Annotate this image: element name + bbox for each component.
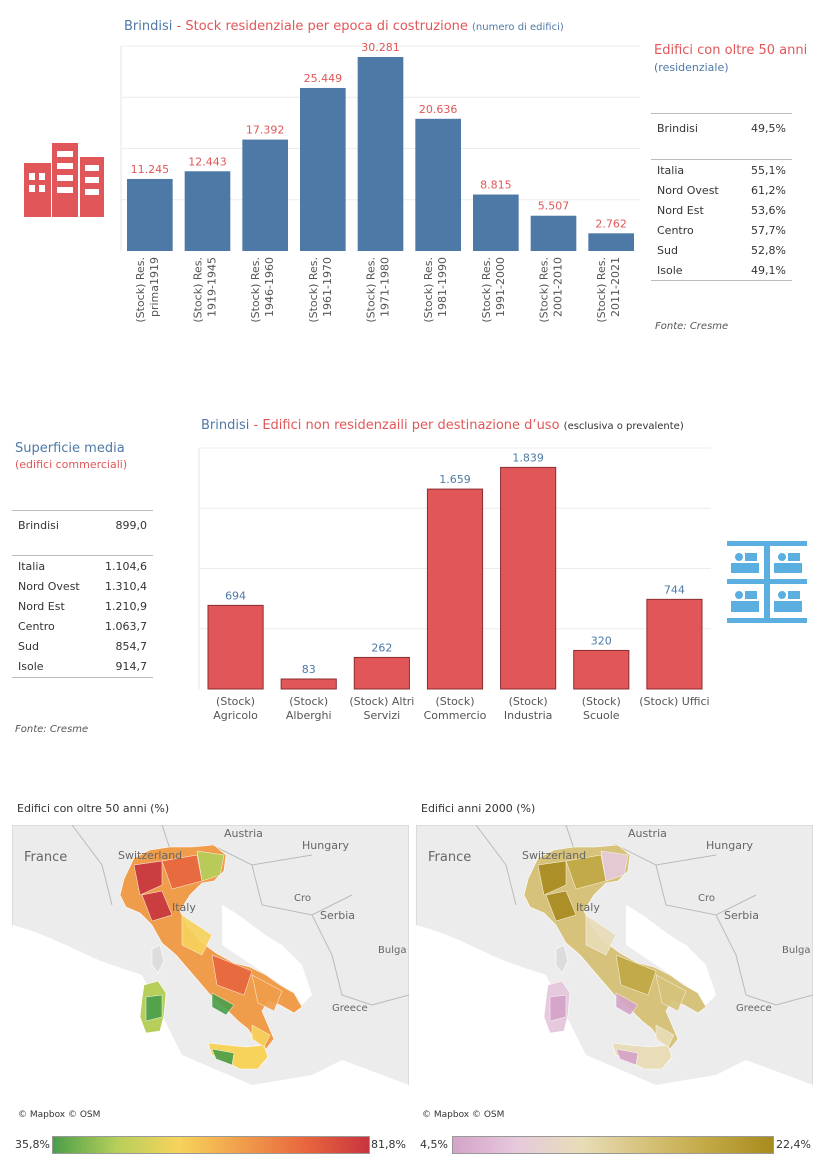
chart1-bar[interactable] <box>415 119 461 251</box>
side1-divider-top <box>651 113 792 114</box>
chart1-category-label: (Stock) Res. <box>364 257 378 323</box>
chart1-value-label: 12.443 <box>188 155 227 169</box>
chart2-title: Brindisi - Edifici non residenzaili per destinazione d’uso (esclusiva o prevalente) <box>201 418 684 433</box>
map2-country-label-austria: Austria <box>628 827 667 840</box>
chart2-category-label: (Stock) Altri <box>349 695 415 708</box>
map2-province[interactable] <box>550 995 566 1021</box>
chart1-bar[interactable] <box>127 179 173 251</box>
chart2-category-label: Alberghi <box>285 709 332 722</box>
chart1-title-place: Brindisi <box>124 19 173 34</box>
chart1-category-label: (Stock) Res. <box>479 257 493 323</box>
side2-row-value: 1.104,6 <box>105 559 147 573</box>
side1-row-name: Nord Est <box>657 203 704 217</box>
map1-country-label-serbia: Serbia <box>320 909 356 922</box>
map1-country-label-italy: Italy <box>172 901 196 914</box>
chart1-category-label: (Stock) Res. <box>595 257 609 323</box>
chart1-category-label: (Stock) Res. <box>422 257 436 323</box>
chart1-category-label: prima1919 <box>147 257 161 318</box>
map1-legend-gradient <box>52 1136 370 1154</box>
chart1-value-label: 8.815 <box>480 178 512 192</box>
side2-row <box>12 576 153 596</box>
chart2-category-label: Scuole <box>583 709 620 722</box>
map1-country-label-greece: Greece <box>332 1003 368 1014</box>
map1-province[interactable] <box>146 995 162 1021</box>
side2-source: Fonte: Cresme <box>15 724 89 735</box>
chart2-bar[interactable] <box>501 467 556 689</box>
side1-row-value: 53,6% <box>751 203 786 217</box>
side1-row-name: Italia <box>657 163 685 177</box>
map1-country-label-switzerland: Switzerland <box>118 849 183 862</box>
map2-country-label-croatia: Cro <box>698 893 715 904</box>
chart1-category-label: (Stock) Res. <box>191 257 205 323</box>
side2-main-value: 899,0 <box>115 518 147 532</box>
map2-credit: © Mapbox © OSM <box>422 1110 505 1120</box>
map2-title: Edifici anni 2000 (%) <box>421 802 536 815</box>
side1-row-name: Nord Ovest <box>657 183 719 197</box>
side2-row-value: 914,7 <box>115 659 147 673</box>
side1-main-table <box>651 118 792 138</box>
chart1-category-label: 1981-1990 <box>436 257 450 317</box>
map2-country-label-italy: Italy <box>576 901 600 914</box>
map1-country-label-croatia: Cro <box>294 893 311 904</box>
chart1-bar[interactable] <box>473 195 519 251</box>
side1-region-table <box>651 160 792 280</box>
side2-row-value: 854,7 <box>115 639 147 653</box>
side1-row-name: Isole <box>657 263 683 277</box>
chart1-value-label: 25.449 <box>303 71 343 85</box>
chart2-value-label: 1.659 <box>439 473 471 487</box>
chart1-title-main: Stock residenziale per epoca di costruzione <box>185 19 468 34</box>
side2-divider-bottom <box>12 677 153 678</box>
chart2-category-label: Agricolo <box>213 709 258 722</box>
side1-source: Fonte: Cresme <box>655 321 729 332</box>
side2-row-value: 1.063,7 <box>105 619 147 633</box>
side1-row <box>651 160 792 180</box>
chart1-value-label: 20.636 <box>418 102 458 116</box>
side2-row <box>12 556 153 576</box>
side2-row-name: Nord Est <box>18 599 65 613</box>
chart1-category-label: 1946-1960 <box>263 257 277 317</box>
side1-row <box>651 200 792 220</box>
chart1-bar[interactable] <box>242 140 288 251</box>
chart1-category-label: 1919-1945 <box>205 257 219 317</box>
map1-title: Edifici con oltre 50 anni (%) <box>17 802 170 815</box>
chart2-value-label: 262 <box>371 641 393 655</box>
chart2-value-label: 744 <box>663 583 685 597</box>
chart2-value-label: 320 <box>590 634 612 648</box>
chart1-category-label: 1961-1970 <box>320 257 334 317</box>
side2-row-name: Isole <box>18 659 44 673</box>
side1-row-value: 55,1% <box>751 163 786 177</box>
chart1-category-label: 1971-1980 <box>378 257 392 317</box>
side2-divider-top <box>12 510 153 511</box>
chart2-category-label: Servizi <box>363 709 401 722</box>
map1-country-label-austria: Austria <box>224 827 263 840</box>
map1-country-label-bulgaria: Bulga <box>378 945 407 956</box>
chart2-value-label: 83 <box>301 662 316 676</box>
chart1-category-label: (Stock) Res. <box>249 257 263 323</box>
map2-legend-min: 4,5% <box>420 1138 448 1151</box>
chart2-bar[interactable] <box>574 650 629 689</box>
residential-building-icon <box>24 143 104 217</box>
chart1-value-label: 5.507 <box>537 199 570 213</box>
chart2-title-note: (esclusiva o prevalente) <box>563 421 684 432</box>
office-icon <box>727 541 807 623</box>
side1-main-name: Brindisi <box>657 121 698 135</box>
chart2-category-label: (Stock) Uffici <box>639 695 710 708</box>
side1-row-value: 61,2% <box>751 183 786 197</box>
chart1-category-label: (Stock) Res. <box>306 257 320 323</box>
side1-row <box>651 240 792 260</box>
chart2-value-label: 694 <box>225 589 247 603</box>
side2-main-name: Brindisi <box>18 518 59 532</box>
side2-main-table <box>12 515 153 535</box>
chart2-category-label: (Stock) <box>581 695 621 708</box>
side2-row <box>12 616 153 636</box>
side1-row-value: 49,1% <box>751 263 786 277</box>
map1-legend-max: 81,8% <box>371 1138 406 1151</box>
map2-legend-gradient <box>452 1136 774 1154</box>
chart1-value-label: 30.281 <box>361 41 400 55</box>
map2-country-label-switzerland: Switzerland <box>522 849 587 862</box>
chart2-bar[interactable] <box>354 657 409 689</box>
side2-title: Superficie media <box>15 441 125 456</box>
chart1-category-label: (Stock) Res. <box>537 257 551 323</box>
side2-row-name: Nord Ovest <box>18 579 80 593</box>
chart1-title-note: (numero di edifici) <box>472 22 564 33</box>
side2-subtitle: (edifici commerciali) <box>15 458 128 471</box>
chart1-category-label: (Stock) Res. <box>133 257 147 323</box>
side2-region-table <box>12 556 153 676</box>
side1-title: Edifici con oltre 50 anni <box>654 43 808 58</box>
chart2-category-label: Industria <box>503 709 553 722</box>
side2-row-value: 1.210,9 <box>105 599 147 613</box>
map2-italy-choropleth[interactable] <box>416 825 813 1123</box>
chart1-value-label: 2.762 <box>595 217 627 231</box>
side1-row-name: Sud <box>657 243 678 257</box>
chart1-category-label: 2001-2010 <box>551 257 565 317</box>
side1-row-value: 52,8% <box>751 243 786 257</box>
chart2-category-label: (Stock) <box>435 695 475 708</box>
chart2-bar[interactable] <box>647 599 702 689</box>
side1-row <box>651 180 792 200</box>
chart2-category-label: (Stock) <box>216 695 256 708</box>
chart1-value-label: 11.245 <box>130 162 170 176</box>
map2-country-label-serbia: Serbia <box>724 909 760 922</box>
map2-legend-max: 22,4% <box>776 1138 811 1151</box>
side2-row-value: 1.310,4 <box>105 579 147 593</box>
chart1-bar[interactable] <box>588 233 634 251</box>
chart2-bar-chart <box>196 440 716 732</box>
chart1-title: Brindisi - Stock residenziale per epoca di costruzione (numero di edifici) <box>124 19 564 34</box>
map2-country-label-bulgaria: Bulga <box>782 945 811 956</box>
side1-main-value: 49,5% <box>751 121 786 135</box>
chart2-value-label: 1.839 <box>512 451 544 465</box>
side1-subtitle: (residenziale) <box>654 61 729 74</box>
side1-row-value: 57,7% <box>751 223 786 237</box>
map2-country-label-hungary: Hungary <box>706 839 753 852</box>
side1-row <box>651 220 792 240</box>
chart2-bar[interactable] <box>281 679 336 689</box>
side2-row-name: Sud <box>18 639 39 653</box>
side2-row <box>12 596 153 616</box>
side1-main-row <box>651 118 792 138</box>
chart1-category-label: 1991-2000 <box>493 257 507 317</box>
map2-country-label-france: France <box>428 850 472 865</box>
chart1-bar[interactable] <box>185 171 231 251</box>
side2-row-name: Italia <box>18 559 46 573</box>
map1-country-label-hungary: Hungary <box>302 839 349 852</box>
side2-row-name: Centro <box>18 619 55 633</box>
chart1-bar[interactable] <box>531 216 577 251</box>
map1-italy-choropleth[interactable] <box>12 825 409 1123</box>
chart2-bar[interactable] <box>208 605 263 689</box>
chart2-category-label: (Stock) <box>508 695 548 708</box>
side2-main-row <box>12 515 153 535</box>
map1-credit: © Mapbox © OSM <box>18 1110 101 1120</box>
chart2-category-label: Commercio <box>423 709 487 722</box>
chart1-category-label: 2011-2021 <box>609 257 623 317</box>
side2-row <box>12 656 153 676</box>
chart2-title-main: Edifici non residenzaili per destinazione d’uso <box>262 418 560 433</box>
chart2-category-label: (Stock) <box>289 695 329 708</box>
map2-country-label-greece: Greece <box>736 1003 772 1014</box>
chart1-bar-chart <box>118 40 640 330</box>
side1-divider-bottom <box>651 280 792 281</box>
chart2-bar[interactable] <box>427 489 482 689</box>
side2-row <box>12 636 153 656</box>
chart2-title-place: Brindisi <box>201 418 250 433</box>
map1-legend-min: 35,8% <box>15 1138 50 1151</box>
chart1-value-label: 17.392 <box>245 123 285 137</box>
side1-row <box>651 260 792 280</box>
chart1-bar[interactable] <box>358 57 404 251</box>
map1-country-label-france: France <box>24 850 68 865</box>
chart1-bar[interactable] <box>300 88 346 251</box>
side1-row-name: Centro <box>657 223 694 237</box>
